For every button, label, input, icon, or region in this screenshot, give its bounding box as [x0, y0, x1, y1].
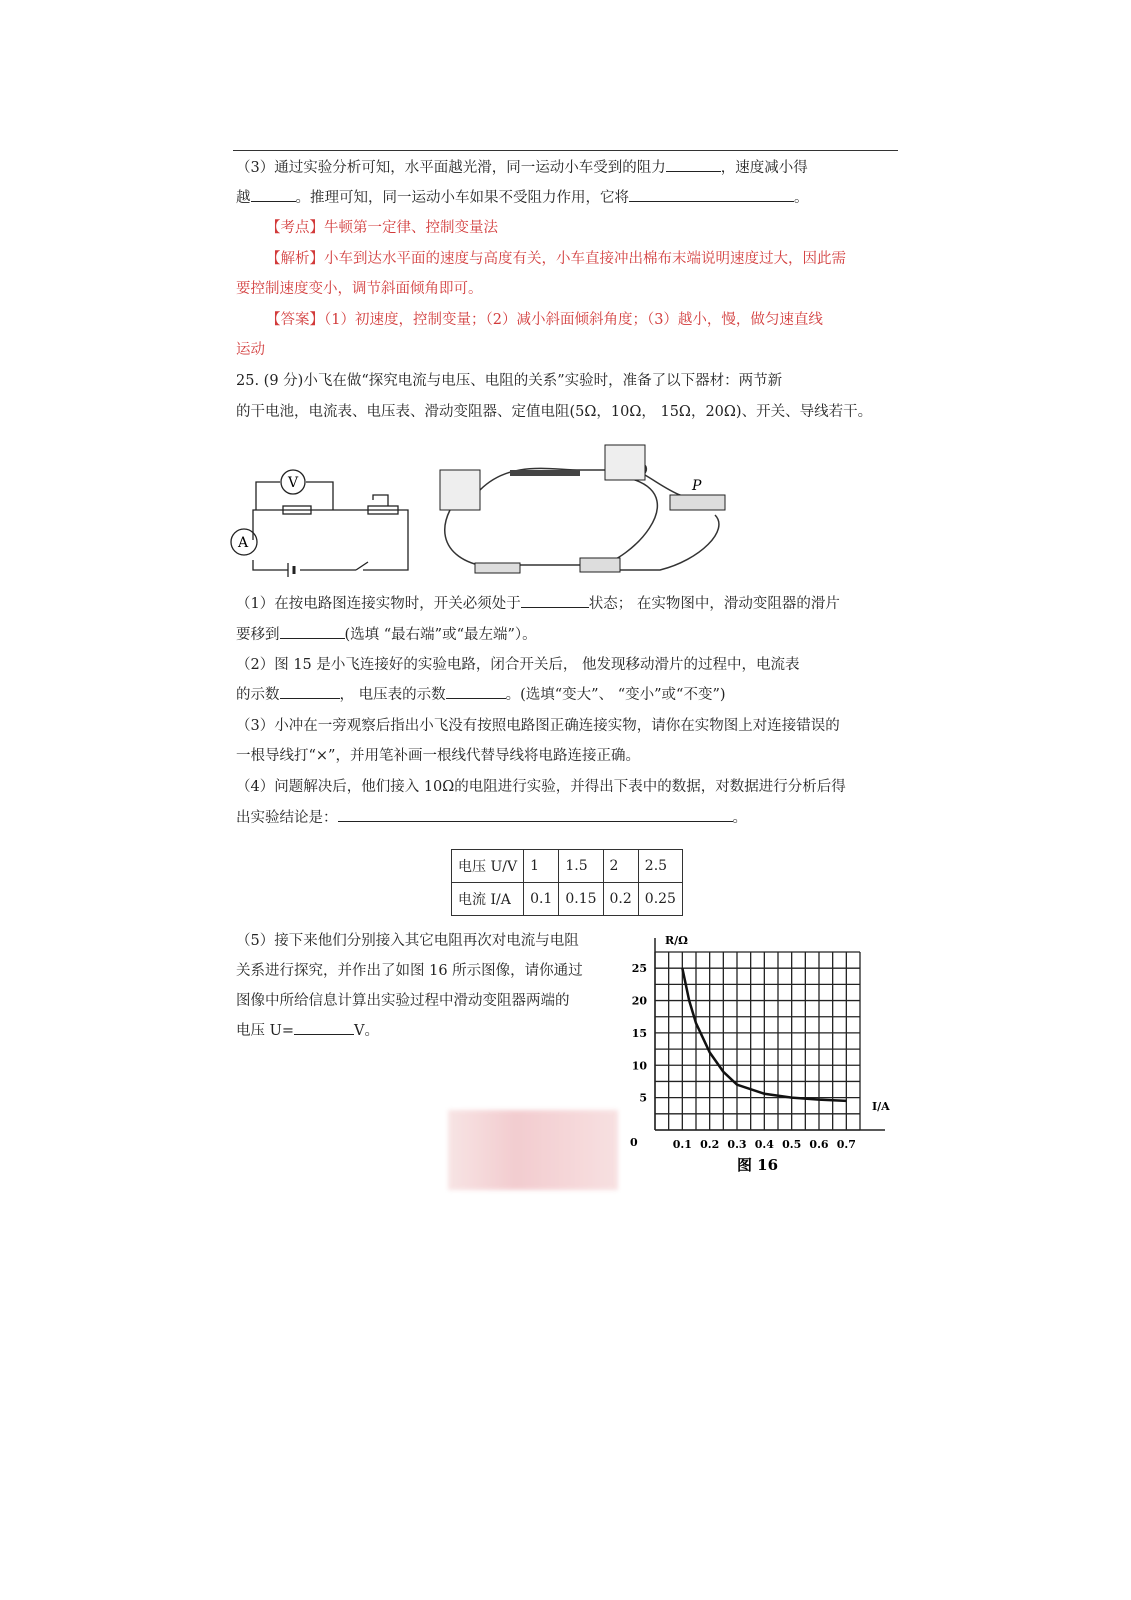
- text: 。: [794, 190, 809, 206]
- cell: 2: [603, 850, 638, 883]
- jiexi-line1: 【解析】小车到达水平面的速度与高度有关，小车直接冲出棉布末端说明速度过大，因此需: [266, 251, 846, 267]
- q25-intro2: 的干电池，电流表、电压表、滑动变阻器、定值电阻(5Ω，10Ω， 15Ω，20Ω)、开关、导线若干。: [236, 404, 873, 420]
- data-table: [451, 849, 683, 916]
- r-i-chart: [610, 930, 900, 1175]
- cell: 1: [524, 850, 559, 883]
- y-axis-label: R/Ω: [665, 934, 688, 947]
- y-tick-label: 5: [639, 1091, 647, 1105]
- q25-p3-line1: （3）小冲在一旁观察后指出小飞没有按照电路图正确连接实物，请你在实物图上对连接错误的: [236, 718, 840, 734]
- header-rule: [233, 150, 898, 151]
- cell: 0.2: [603, 883, 638, 916]
- q25-p1-line1: [236, 592, 840, 613]
- text: 。: [732, 810, 747, 826]
- blank[interactable]: [280, 684, 340, 699]
- q25-p5-line2: 关系进行探究，并作出了如图 16 所示图像，请你通过: [236, 963, 583, 979]
- q25-p1-line2: [236, 623, 537, 644]
- blank[interactable]: [280, 624, 345, 639]
- table-row: [452, 883, 683, 916]
- x-tick-label: 0.2: [700, 1138, 720, 1151]
- switch-device: [580, 558, 620, 572]
- q25-p4-line2: [236, 806, 747, 827]
- q25-p5-line4: [236, 1019, 379, 1040]
- blank[interactable]: [251, 187, 296, 202]
- x-tick-label: 0.7: [836, 1138, 856, 1151]
- resistor-device: [510, 470, 580, 476]
- text: ， 电压表的示数: [339, 687, 446, 703]
- cell: 0.15: [559, 883, 603, 916]
- text: （1）在按电路图连接实物时，开关必须处于: [236, 596, 521, 612]
- chart-title: 图 16: [736, 1156, 779, 1174]
- watermark-blur: [448, 1110, 618, 1190]
- x-tick-label: 0.1: [672, 1138, 692, 1151]
- cell: 0.25: [638, 883, 682, 916]
- text: 越: [236, 190, 251, 206]
- daan-line2: 运动: [236, 342, 265, 358]
- ammeter-device: [440, 470, 480, 510]
- blank[interactable]: [666, 157, 721, 172]
- q25-intro1: 25. (9 分)小飞在做“探究电流与电压、电阻的关系”实验时，准备了以下器材：两节新: [236, 373, 783, 389]
- cell: 电压 U/V: [452, 850, 524, 883]
- text: 的示数: [236, 687, 280, 703]
- q25-p2-line2: [236, 683, 726, 704]
- ammeter-label: A: [238, 535, 249, 551]
- x-tick-label: 0.3: [727, 1138, 747, 1151]
- text: （3）通过实验分析可知，水平面越光滑，同一运动小车受到的阻力: [236, 160, 666, 176]
- text: ，速度减小得: [720, 160, 808, 176]
- rheostat-device: [670, 495, 725, 510]
- blank[interactable]: [338, 807, 733, 822]
- blank[interactable]: [629, 187, 794, 202]
- q24-part3-line1: [236, 156, 808, 177]
- battery-device: [475, 563, 520, 573]
- y-tick-label: 25: [631, 962, 647, 976]
- x-axis-label: I/A: [872, 1100, 890, 1113]
- q25-p4-line1: （4）问题解决后，他们接入 10Ω的电阻进行实验，并得出下表中的数据，对数据进行分析后得: [236, 779, 846, 795]
- blank[interactable]: [521, 593, 589, 608]
- text: V。: [353, 1023, 379, 1039]
- y-tick-label: 15: [631, 1026, 647, 1040]
- cell: 2.5: [638, 850, 682, 883]
- kaodian: 【考点】牛顿第一定律、控制变量法: [266, 220, 498, 236]
- q25-p2-line1: （2）图 15 是小飞连接好的实验电路，闭合开关后， 他发现移动滑片的过程中，电流表: [236, 657, 800, 673]
- blank[interactable]: [294, 1020, 354, 1035]
- daan-line1: 【答案】（1）初速度，控制变量；（2）减小斜面倾斜角度；（3）越小，慢，做匀速直线: [266, 312, 823, 328]
- text: 要移到: [236, 627, 280, 643]
- table-row: [452, 850, 683, 883]
- x-tick-label: 0.5: [782, 1138, 802, 1151]
- q24-part3-line2: [236, 186, 809, 207]
- q25-p5-line1: （5）接下来他们分别接入其它电阻再次对电流与电阻: [236, 933, 579, 949]
- x-tick-label: 0.6: [809, 1138, 829, 1151]
- circuit-diagram: [228, 460, 418, 585]
- jiexi-line2: 要控制速度变小，调节斜面倾角即可。: [236, 281, 483, 297]
- y-tick-label: 20: [631, 994, 647, 1008]
- cell: 电流 I/A: [452, 883, 524, 916]
- voltmeter-device: [605, 445, 645, 480]
- cell: 0.1: [524, 883, 559, 916]
- text: 状态； 在实物图中，滑动变阻器的滑片: [588, 596, 840, 612]
- origin-label: 0: [630, 1136, 638, 1149]
- physical-circuit-picture: [430, 440, 740, 585]
- text: 。推理可知，同一运动小车如果不受阻力作用，它将: [295, 190, 629, 206]
- x-tick-label: 0.4: [754, 1138, 774, 1151]
- voltmeter-label: V: [288, 475, 299, 491]
- slider-label: P: [692, 478, 702, 494]
- text: 出实验结论是：: [236, 810, 338, 826]
- y-tick-label: 10: [631, 1059, 647, 1073]
- text: 电压 U=: [236, 1023, 294, 1039]
- cell: 1.5: [559, 850, 603, 883]
- q25-p3-line2: 一根导线打“×”，并用笔补画一根线代替导线将电路连接正确。: [236, 748, 640, 764]
- blank[interactable]: [446, 684, 506, 699]
- text: 。(选填“变大”、 “变小”或“不变”): [505, 687, 726, 703]
- text: (选填 “最右端”或“最左端”）。: [344, 627, 537, 643]
- q25-p5-line3: 图像中所给信息计算出实验过程中滑动变阻器两端的: [236, 993, 570, 1009]
